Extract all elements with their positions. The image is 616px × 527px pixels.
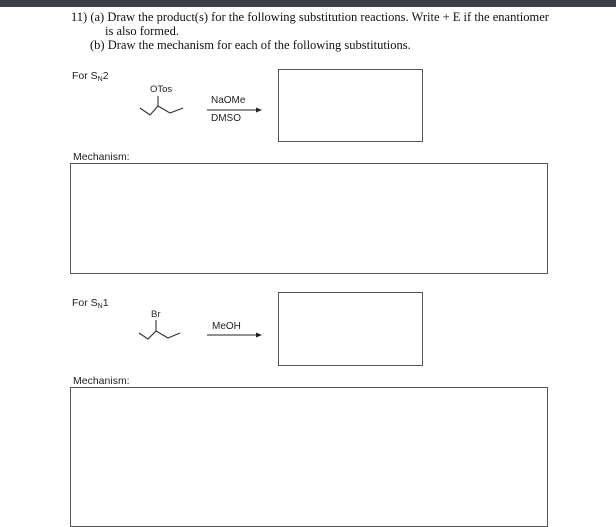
question-line-3: (b) Draw the mechanism for each of the following substitutions. [90, 38, 411, 52]
sn1-mechanism-box[interactable] [70, 387, 548, 527]
sn1-leaving-group: Br [151, 309, 161, 320]
sn1-mechanism-label: Mechanism: [73, 375, 130, 387]
sn1-product-box[interactable] [278, 292, 423, 366]
sn2-label: For $S_N2$ [72, 70, 109, 83]
sn1-reagent-top: MeOH [212, 321, 241, 332]
question-line-1: 11) (a) Draw the product(s) for the following substitution reactions. Write + E if the enantiomer [71, 10, 549, 24]
sn2-reagent-top: NaOMe [211, 95, 246, 106]
sn1-label: For $S_N1$ [72, 297, 109, 310]
sn2-reagent-bottom: DMSO [211, 113, 241, 124]
sn2-mechanism-label: Mechanism: [73, 151, 130, 163]
sn2-leaving-group: OTos [150, 84, 173, 95]
question-line-2: is also formed. [105, 24, 179, 38]
